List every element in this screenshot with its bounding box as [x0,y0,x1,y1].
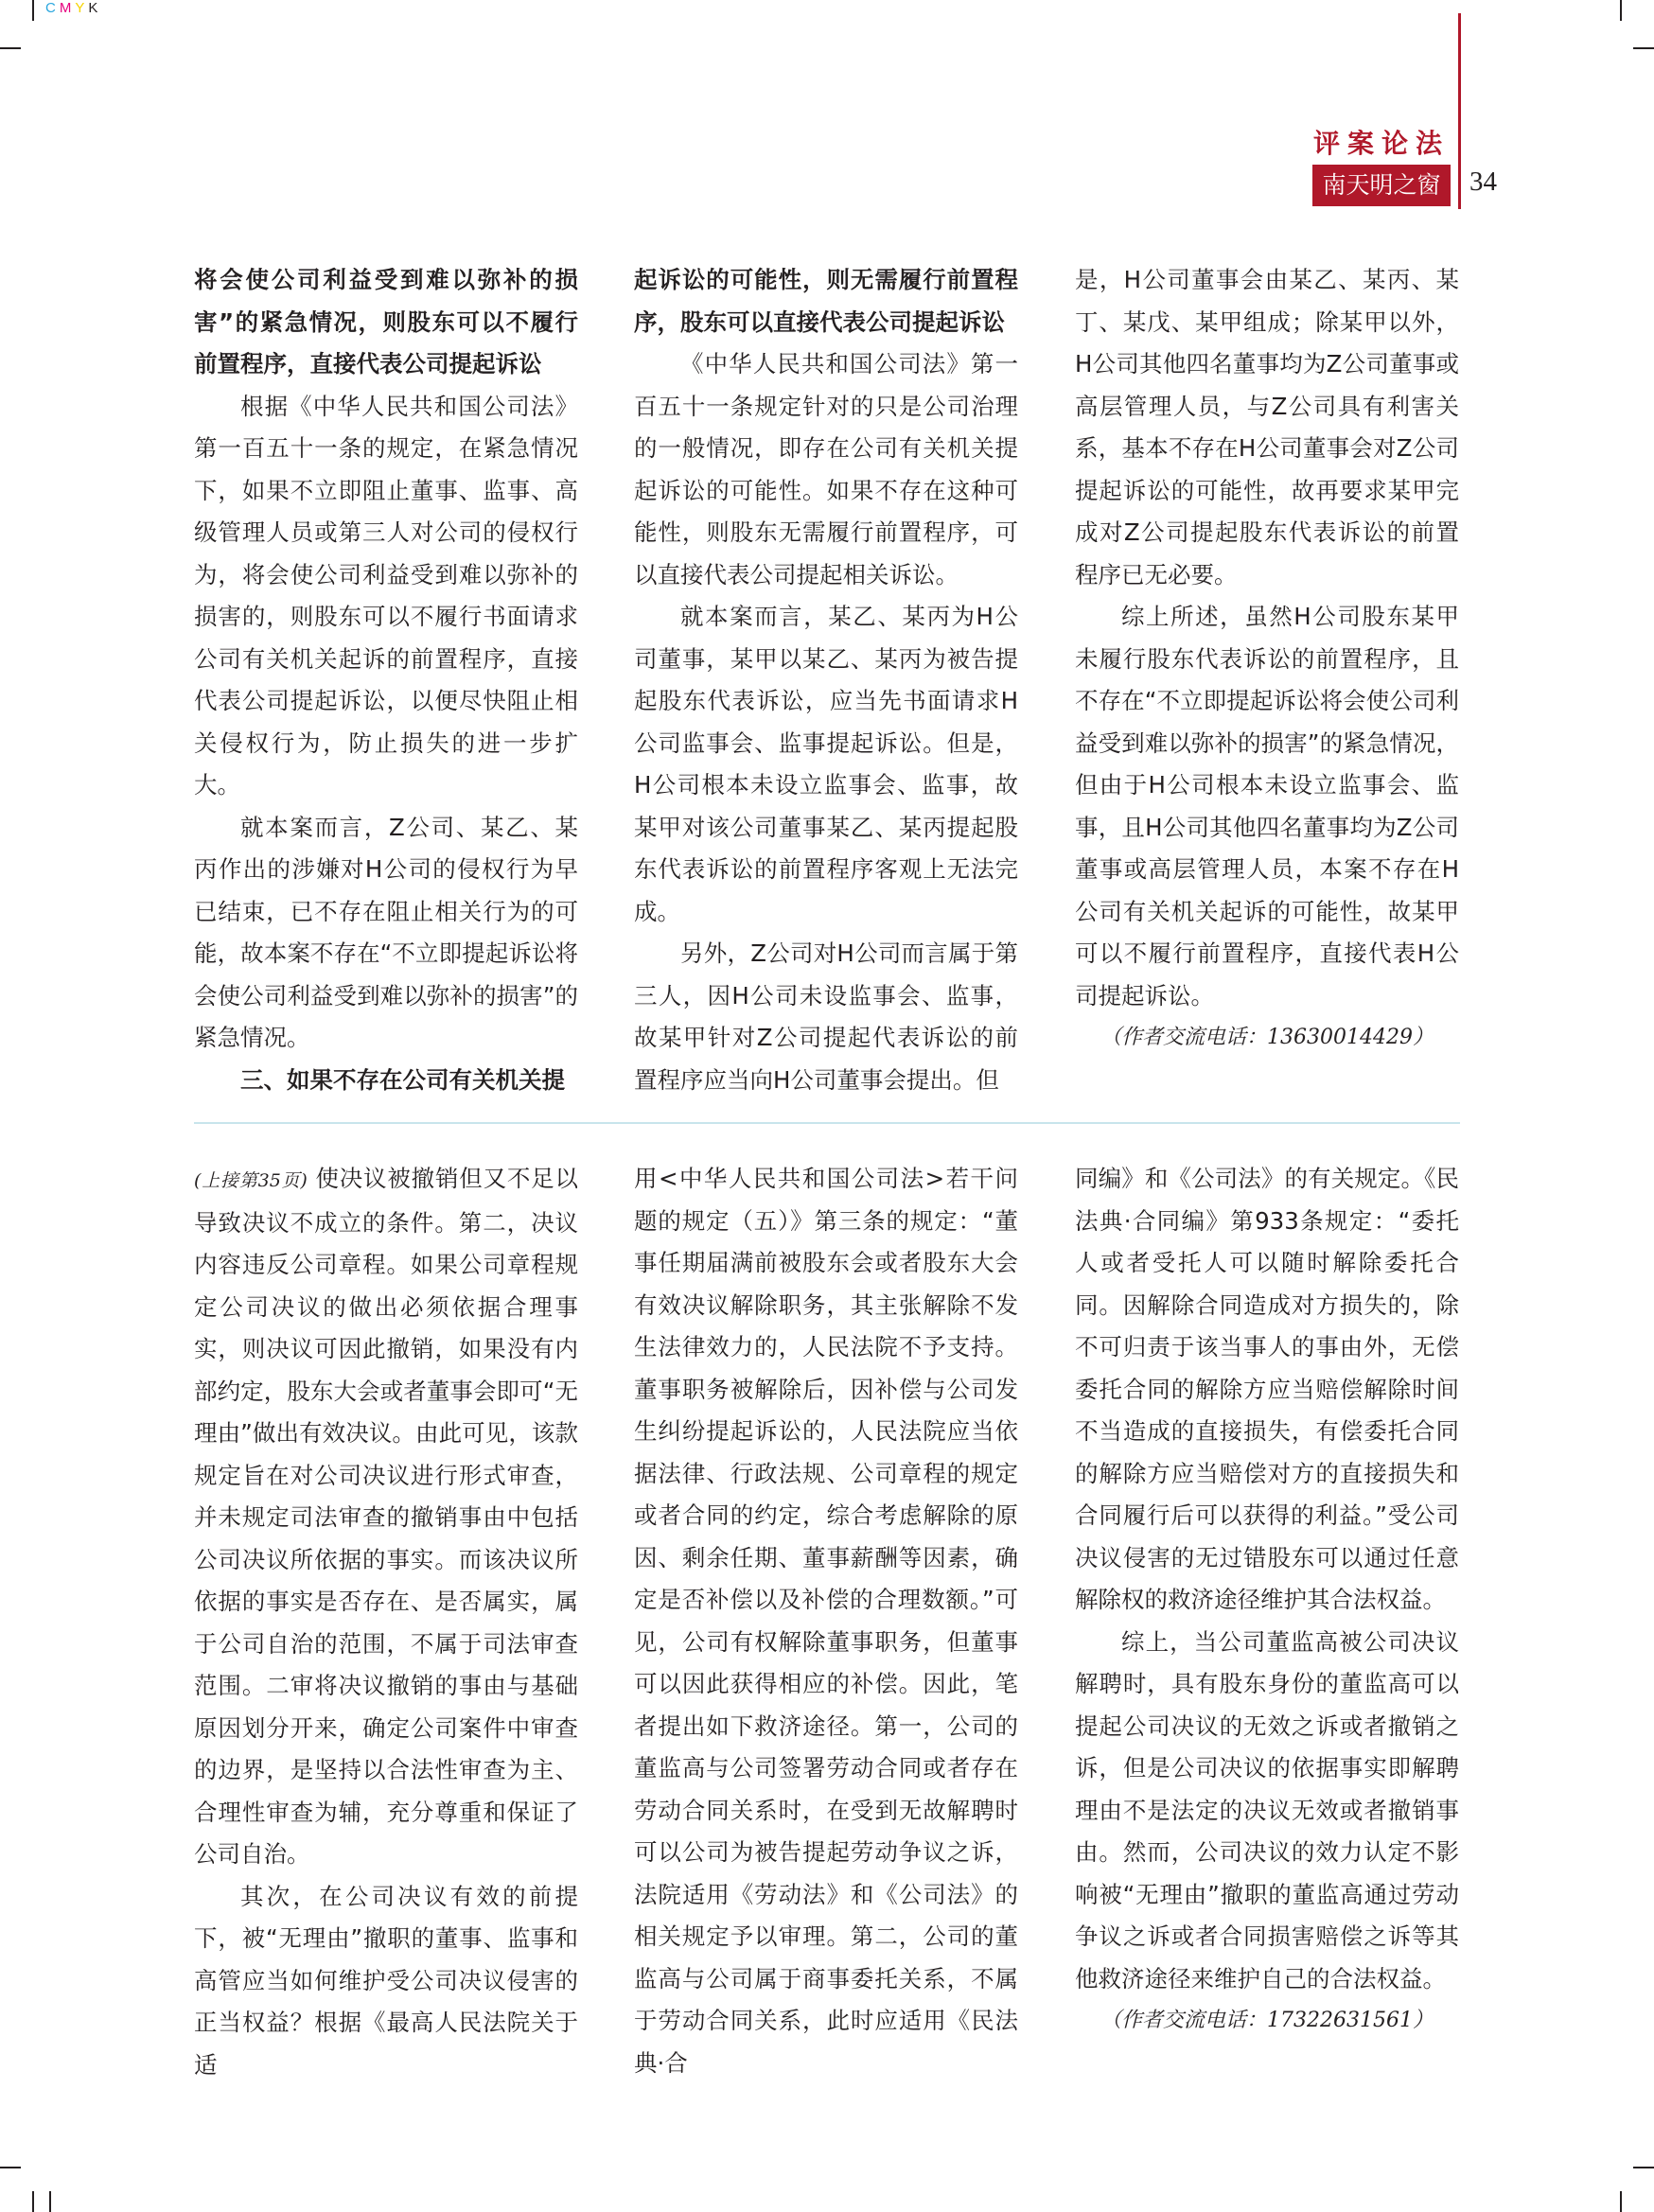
magazine-name: 南天明之窗 [1312,165,1451,206]
crop-mark-tl-h [0,47,21,49]
article-divider [194,1122,1460,1124]
paragraph-continued [194,1158,578,1876]
author-contact: （作者交流电话：17322631561） [1100,2009,1434,2032]
article2-column-3 [1075,1158,1459,2047]
crop-mark-br-h [1633,2167,1654,2168]
article2-column-1 [194,1158,578,2079]
cmyk-m: M [59,0,76,16]
cmyk-registration-mark [45,0,101,16]
paragraph: 就本案而言，某乙、某丙为H公司董事，某甲以某乙、某丙为被告提起股东代表诉讼，应当先书面请求H公司监事会、监事提起诉讼。但是，H公司根本未设立监事会、监事，故某甲对该公司董事某乙、某丙提起股东代表诉讼的前置程序客观上无法完成。 [634,603,1018,925]
paragraph: 就本案而言，Z公司、某乙、某丙作出的涉嫌对H公司的侵权行为早已结束，已不存在阻止相关行为的可能，故本案不存在“不立即提起诉讼将会使公司利益受到难以弥补的损害”的紧急情况。 [194,813,578,1051]
cmyk-y: Y [75,0,89,16]
paragraph-continued: 是，H公司董事会由某乙、某丙、某丁、某戊、某甲组成；除某甲以外，H公司其他四名董事均为Z公司董事或高层管理人员，与Z公司具有利害关系，基本不存在H公司董事会对Z公司提起诉讼的可能性，故再要求某甲完成对Z公司提起股东代表诉讼的前置程序已无必要。 [1075,266,1459,588]
paragraph: 综上所述，虽然H公司股东某甲未履行股东代表诉讼的前置程序，且不存在“不立即提起诉讼将会使公司利益受到难以弥补的损害”的紧急情况，但由于H公司根本未设立监事会、监事，且H公司其他四名董事均为Z公司董事或高层管理人员，本案不存在H公司有关机关起诉的可能性，故某甲可以不履行前置程序，直接代表H公司提起诉讼。 [1075,603,1459,1009]
paragraph: 根据《中华人民共和国公司法》第一百五十一条的规定，在紧急情况下，如果不立即阻止董事、监事、高级管理人员或第三人对公司的侵权行为，将会使公司利益受到难以弥补的损害的，则股东可以不履行书面请求公司有关机关起诉的前置程序，直接代表公司提起诉讼，以便尽快阻止相关侵权行为，防止损失的进一步扩大。 [194,392,578,799]
section-heading-3: 三、如果不存在公司有关机关提 [240,1065,565,1094]
crop-mark-tr-h [1633,47,1654,49]
crop-mark-br-v [1620,2191,1622,2212]
paragraph: 另外，Z公司对H公司而言属于第三人，因H公司未设监事会、监事，故某甲针对Z公司提起代表诉讼的前置程序应当向H公司董事会提出。但 [634,939,1018,1094]
crop-mark-tr-v [1620,0,1622,21]
header-vertical-rule [1458,13,1461,209]
crop-mark-tl-v [32,0,34,21]
paragraph-continued: 用<中华人民共和国公司法>若干问题的规定（五）》第三条的规定：“董事任期届满前被股东会或者股东大会有效决议解除职务，其主张解除不发生法律效力的，人民法院不予支持。董事职务被解除后，因补偿与公司发生纠纷提起诉讼的，人民法院应当依据法律、行政法规、公司章程的规定或者合同的约定，综合考虑解除的原因、剩余任期、董事薪酬等因素，确定是否补偿以及补偿的合理数额。”可见，公司有权解除董事职务，但董事可以因此获得相应的补偿。因此，笔者提出如下救济途径。第一，公司的董监高与公司签署劳动合同或者存在劳动合同关系时，在受到无故解聘时可以公司为被告提起劳动争议之诉，法院适用《劳动法》和《公司法》的相关规定予以审理。第二，公司的董监高与公司属于商事委托关系，不属于劳动合同关系，此时应适用《民法典·合 [634,1165,1018,2077]
paragraph-text: 使决议被撤销但又不足以导致决议不成立的条件。第二，决议内容违反公司章程。如果公司章程规定公司决议的做出必须依据合理事实，则决议可因此撤销，如果没有内部约定，股东大会或者董事会即可“无理由”做出有效决议。由此可见，该款规定旨在对公司决议进行形式审查，并未规定司法审查的撤销事由中包括公司决议所依据的事实。而该决议所依据的事实是否存在、是否属实，属于公司自治的范围，不属于司法审查范围。二审将决议撤销的事由与基础原因划分开来，确定公司案件中审查的边界，是坚持以合法性审查为主、合理性审查为辅，充分尊重和保证了公司自治。 [194,1165,578,1868]
page-number: 34 [1469,167,1497,197]
paragraph-continued: 同编》和《公司法》的有关规定。《民法典·合同编》第933条规定：“委托人或者受托人可以随时解除委托合同。因解除合同造成对方损失的，除不可归责于该当事人的事由外，无偿委托合同的解除方应当赔偿解除时间不当造成的直接损失，有偿委托合同的解除方应当赔偿对方的直接损失和合同履行后可以获得的利益。”受公司决议侵害的无过错股东可以通过任意解除权的救济途径维护其合法权益。 [1075,1165,1459,1613]
article1-column-2 [634,259,1018,1092]
author-contact: （作者交流电话：13630014429） [1100,1026,1434,1049]
article2-column-2 [634,1158,1018,2077]
section-heading-continued: 将会使公司利益受到难以弥补的损害”的紧急情况，则股东可以不履行前置程序，直接代表公司提起诉讼 [194,266,578,377]
cmyk-k: K [88,0,102,16]
continued-from-note: (上接第35页) [194,1170,308,1191]
crop-mark-bl-v [32,2191,34,2212]
article1-column-1 [194,259,578,1092]
article1-column-3 [1075,259,1459,1092]
paragraph: 其次，在公司决议有效的前提下，被“无理由”撤职的董事、监事和高管应当如何维护受公司决议侵害的正当权益？根据《最高人民法院关于适 [194,1882,578,2079]
cmyk-c: C [45,0,60,16]
section-title: 评案论法 [1312,128,1450,159]
section-heading-continued: 起诉讼的可能性，则无需履行前置程序，股东可以直接代表公司提起诉讼 [634,266,1018,336]
crop-mark-bl-v2 [49,2191,51,2212]
crop-mark-bl-h [0,2167,21,2168]
paragraph: 综上，当公司董监高被公司决议解聘时，具有股东身份的董监高可以提起公司决议的无效之诉或者撤销之诉，但是公司决议的依据事实即解聘理由不是法定的决议无效或者撤销事由。然而，公司决议的效力认定不影响被“无理由”撤职的董监高通过劳动争议之诉或者合同损害赔偿之诉等其他救济途径来维护自己的合法权益。 [1075,1627,1459,1993]
paragraph: 《中华人民共和国公司法》第一百五十一条规定针对的只是公司治理的一般情况，即存在公司有关机关提起诉讼的可能性。如果不存在这种可能性，则股东无需履行前置程序，可以直接代表公司提起相关诉讼。 [634,350,1018,588]
